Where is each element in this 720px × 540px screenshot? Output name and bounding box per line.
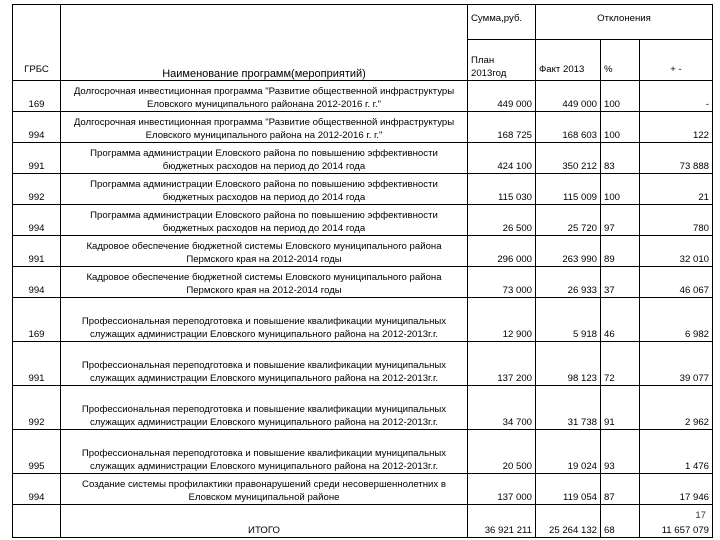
grbs-code: 995	[13, 430, 61, 474]
plan-value: 20 500	[468, 430, 536, 474]
plan-value: 449 000	[468, 81, 536, 112]
program-name: Программа администрации Еловского района по повышению эффективности бюджетных расходов на период до 2014 года	[61, 143, 468, 174]
table-row	[13, 298, 713, 342]
program-name: Долгосрочная инвестиционная программа "Развитие общественной инфраструктуры Еловского муниципального районана 2012-2016 г. г."	[61, 81, 468, 112]
percent-value: 46	[601, 298, 640, 342]
plan-value: 12 900	[468, 298, 536, 342]
deviation-value: 122	[640, 112, 713, 143]
fact-value: 168 603	[536, 112, 601, 143]
fact-value: 449 000	[536, 81, 601, 112]
percent-value: 93	[601, 430, 640, 474]
program-name: Долгосрочная инвестиционная программа "Развитие общественной инфраструктуры Еловского муниципального района на 2012-2016 г. г."	[61, 112, 468, 143]
deviation-value: 39 077	[640, 342, 713, 386]
program-name: Профессиональная переподготовка и повышение квалификации муниципальных служащих администрации Еловского муниципального района на 2012-2013г.г.	[61, 430, 468, 474]
fact-value: 19 024	[536, 430, 601, 474]
page-number: 17	[695, 510, 706, 521]
program-name: Профессиональная переподготовка и повышение квалификации муниципальных служащих администрации Еловского муниципального района на 2012-2013г.г.	[61, 342, 468, 386]
deviation-value: -	[640, 81, 713, 112]
table-row	[13, 205, 713, 236]
grbs-code: 991	[13, 236, 61, 267]
percent-value: 37	[601, 267, 640, 298]
table-row	[13, 143, 713, 174]
percent-value: 87	[601, 474, 640, 505]
table-row	[13, 386, 713, 430]
fact-value: 5 918	[536, 298, 601, 342]
percent-value: 100	[601, 174, 640, 205]
plan-value: 115 030	[468, 174, 536, 205]
grbs-code: 992	[13, 174, 61, 205]
fact-value: 25 720	[536, 205, 601, 236]
percent-value: 83	[601, 143, 640, 174]
total-code	[13, 505, 61, 538]
total-deviation: 11 657 079	[640, 505, 713, 538]
header-pct: %	[601, 40, 640, 81]
grbs-code: 991	[13, 342, 61, 386]
grbs-code: 994	[13, 474, 61, 505]
table-row	[13, 267, 713, 298]
plan-value: 26 500	[468, 205, 536, 236]
deviation-value: 2 962	[640, 386, 713, 430]
deviation-value: 780	[640, 205, 713, 236]
program-name: Создание системы профилактики правонарушений среди несовершеннолетних в Еловском муниципальной районе	[61, 474, 468, 505]
fact-value: 119 054	[536, 474, 601, 505]
fact-value: 26 933	[536, 267, 601, 298]
deviation-value: 32 010	[640, 236, 713, 267]
table-row	[13, 81, 713, 112]
table-row	[13, 474, 713, 505]
program-name: Кадровое обеспечение бюджетной системы Еловского муниципального района Пермского края на 2012-2014 годы	[61, 236, 468, 267]
total-percent: 68	[601, 505, 640, 538]
grbs-code: 169	[13, 298, 61, 342]
header-diff: + -	[640, 40, 713, 81]
total-row	[13, 505, 713, 538]
percent-value: 100	[601, 112, 640, 143]
header-deviations: Отклонения	[536, 5, 713, 40]
header-grbs: ГРБС	[13, 5, 61, 81]
program-name: Кадровое обеспечение бюджетной системы Еловского муниципального района Пермского края на 2012-2014 годы	[61, 267, 468, 298]
table-row	[13, 112, 713, 143]
plan-value: 296 000	[468, 236, 536, 267]
table-row	[13, 236, 713, 267]
percent-value: 91	[601, 386, 640, 430]
deviation-value: 73 888	[640, 143, 713, 174]
deviation-value: 17 946	[640, 474, 713, 505]
header-sum: Сумма,руб.	[468, 5, 536, 40]
program-name: Профессиональная переподготовка и повышение квалификации муниципальных служащих администрации Еловского муниципального района на 2012-2013г.г.	[61, 298, 468, 342]
fact-value: 263 990	[536, 236, 601, 267]
percent-value: 97	[601, 205, 640, 236]
percent-value: 89	[601, 236, 640, 267]
plan-value: 34 700	[468, 386, 536, 430]
plan-value: 168 725	[468, 112, 536, 143]
program-name: Профессиональная переподготовка и повышение квалификации муниципальных служащих администрации Еловского муниципального района на 2012-2013г.г.	[61, 386, 468, 430]
percent-value: 100	[601, 81, 640, 112]
fact-value: 115 009	[536, 174, 601, 205]
deviation-value: 46 067	[640, 267, 713, 298]
total-fact: 25 264 132	[536, 505, 601, 538]
table-row	[13, 430, 713, 474]
grbs-code: 994	[13, 112, 61, 143]
plan-value: 137 200	[468, 342, 536, 386]
program-name: Программа администрации Еловского района по повышению эффективности бюджетных расходов на период до 2014 года	[61, 174, 468, 205]
plan-value: 137 000	[468, 474, 536, 505]
deviation-value: 1 476	[640, 430, 713, 474]
plan-value: 73 000	[468, 267, 536, 298]
grbs-code: 994	[13, 205, 61, 236]
table-row	[13, 342, 713, 386]
grbs-code: 169	[13, 81, 61, 112]
header-fact: Факт 2013	[536, 40, 601, 81]
plan-value: 424 100	[468, 143, 536, 174]
budget-table	[12, 4, 713, 538]
fact-value: 98 123	[536, 342, 601, 386]
deviation-value: 6 982	[640, 298, 713, 342]
table-row	[13, 174, 713, 205]
grbs-code: 994	[13, 267, 61, 298]
percent-value: 72	[601, 342, 640, 386]
total-label: ИТОГО	[61, 505, 468, 538]
deviation-value: 21	[640, 174, 713, 205]
grbs-code: 992	[13, 386, 61, 430]
program-name: Программа администрации Еловского района по повышению эффективности бюджетных расходов на период до 2014 года	[61, 205, 468, 236]
fact-value: 31 738	[536, 386, 601, 430]
total-plan: 36 921 211	[468, 505, 536, 538]
header-name: Наименование программ(мероприятий)	[61, 5, 468, 81]
header-row-top	[13, 5, 713, 40]
grbs-code: 991	[13, 143, 61, 174]
fact-value: 350 212	[536, 143, 601, 174]
header-plan: План 2013год	[468, 40, 536, 81]
